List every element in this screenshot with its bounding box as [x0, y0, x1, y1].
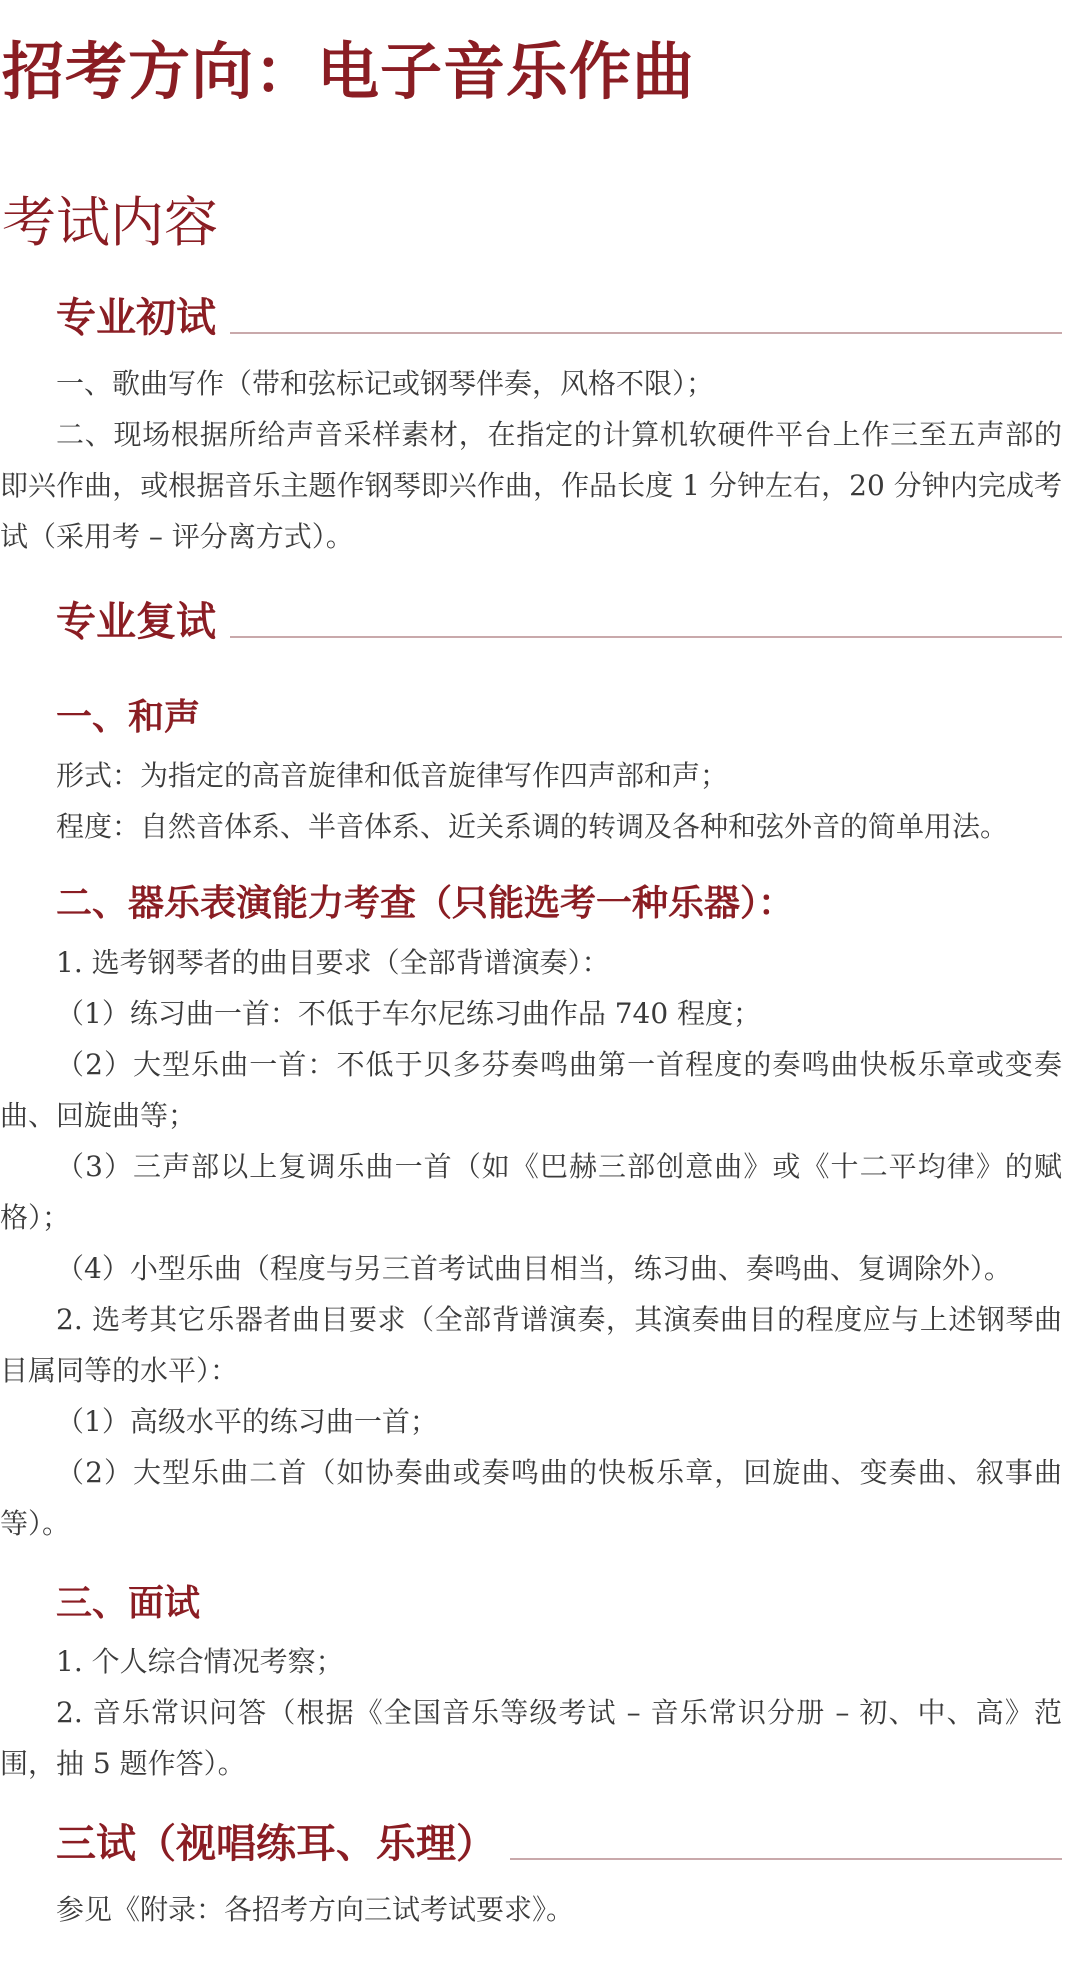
instrument-heading: 二、器乐表演能力考查（只能选考一种乐器）： [56, 883, 795, 924]
third-heading: 三试（视唱练耳、乐理） [56, 1821, 496, 1867]
section-divider [510, 1858, 1062, 1860]
instrument-line-8: （2）大型乐曲二首（如协奏曲或奏鸣曲的快板乐章，回旋曲、变奏曲、叙事曲等）。 [0, 1456, 1062, 1540]
harmony-line-1: 形式：为指定的高音旋律和低音旋律写作四声部和声； [56, 759, 729, 792]
harmony-line-2: 程度：自然音体系、半音体系、近关系调的转调及各种和弦外音的简单用法。 [56, 810, 1009, 843]
prelim-item-2: 二、现场根据所给声音采样素材，在指定的计算机软硬件平台上作三至五声部的即兴作曲，或根据音乐主题作钢琴即兴作曲，作品长度 1 分钟左右，20 分钟内完成考试（采用考 – 评分离方式）。 [0, 418, 1062, 553]
retest-heading: 专业复试 [56, 599, 216, 645]
section-divider [230, 332, 1062, 334]
instrument-line-2: （1）练习曲一首：不低于车尔尼练习曲作品 740 程度； [56, 997, 762, 1030]
exam-content-heading: 考试内容 [2, 191, 218, 254]
page-title: 招考方向：电子音乐作曲 [2, 35, 696, 108]
interview-line-1: 1. 个人综合情况考察； [56, 1645, 344, 1678]
section-divider [230, 636, 1062, 638]
instrument-line-4: （3）三声部以上复调乐曲一首（如《巴赫三部创意曲》或《十二平均律》的赋格）； [0, 1150, 1062, 1234]
instrument-line-7: （1）高级水平的练习曲一首； [56, 1405, 438, 1438]
prelim-section-header [56, 292, 1062, 344]
interview-heading: 三、面试 [56, 1583, 201, 1624]
third-line: 参见《附录：各招考方向三试考试要求》。 [56, 1893, 575, 1926]
instrument-line-1: 1. 选考钢琴者的曲目要求（全部背谱演奏）： [56, 946, 610, 979]
prelim-heading: 专业初试 [56, 295, 216, 341]
instrument-line-5: （4）小型乐曲（程度与另三首考试曲目相当，练习曲、奏鸣曲、复调除外）。 [56, 1252, 1012, 1285]
instrument-line-6: 2. 选考其它乐器者曲目要求（全部背谱演奏，其演奏曲目的程度应与上述钢琴曲目属同等的水平）： [0, 1303, 1062, 1387]
harmony-heading: 一、和声 [56, 697, 201, 738]
instrument-line-3: （2）大型乐曲一首：不低于贝多芬奏鸣曲第一首程度的奏鸣曲快板乐章或变奏曲、回旋曲等； [0, 1048, 1062, 1132]
retest-section-header [56, 596, 1062, 648]
prelim-item-1: 一、歌曲写作（带和弦标记或钢琴伴奏，风格不限）； [56, 367, 715, 400]
interview-line-2: 2. 音乐常识问答（根据《全国音乐等级考试 – 音乐常识分册 – 初、中、高》范围，抽 5 题作答）。 [0, 1696, 1062, 1780]
third-section-header [56, 1818, 1062, 1870]
